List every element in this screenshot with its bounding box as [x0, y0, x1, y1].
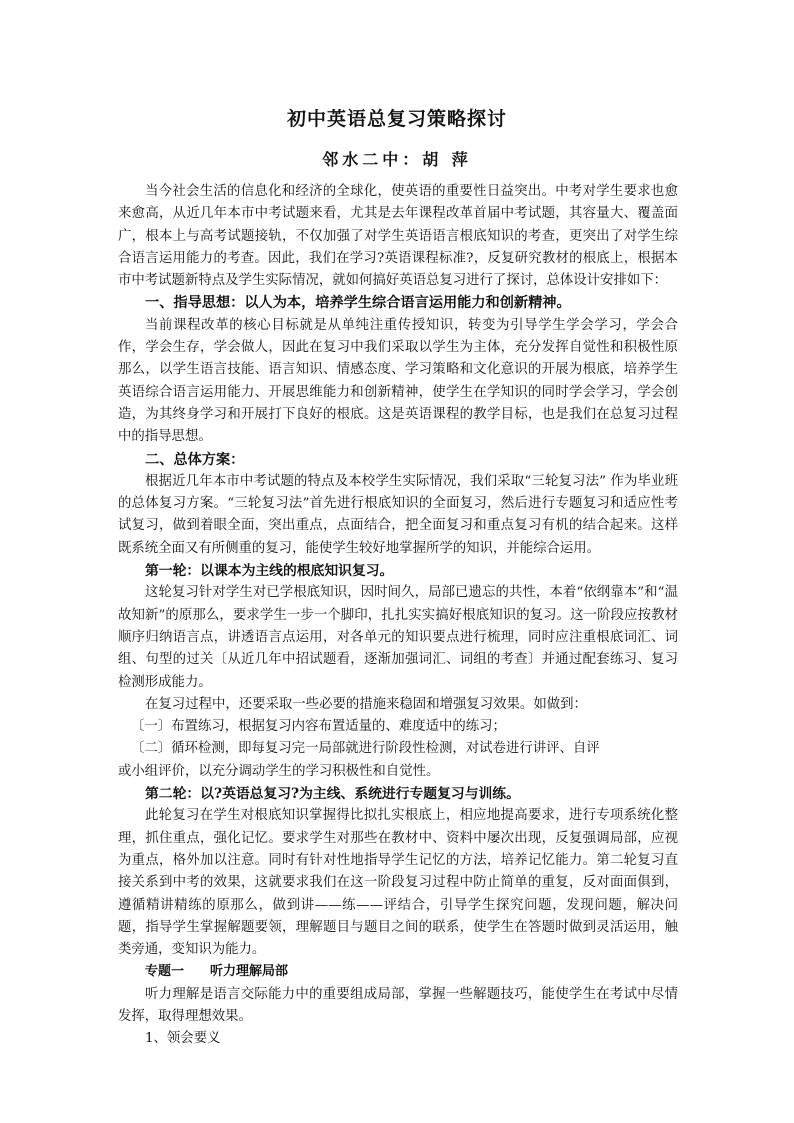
- measure-item-2-line2: 或小组评价，以充分调动学生的学习积极性和自觉性。: [118, 763, 440, 779]
- round2-paragraph: 此轮复习在学生对根底知识掌握得比拟扎实根底上，相应地提高要求，进行专项系统化整理，抓住重点，强化记忆。要求学生对那些在教材中、资料中屡次出现，反复强调局部，应视为重点，格外加以注意。同时有针对性地指导学生记忆的方法，培养记忆能力。第二轮复习直接关系到中考的效果，这就要求我们在这一阶段复习过程中防止简单的重复，反对面面俱到，遵循精讲精练的原那么，做到讲——练——评结合，引导学生探究问题，发现问题，解决问题，指导学生掌握解题要领，理解题目与题目之间的联系，使学生在答题时做到灵活运用，触类旁通，变知识为能力。: [118, 808, 678, 958]
- round2-heading: 第二轮：以?英语总复习?为主线、系统进行专题复习与训练。: [145, 786, 520, 803]
- measure-item-1: 〔一〕布置练习，根据复习内容布置适量的、难度适中的练习；: [131, 719, 506, 735]
- section2-paragraph: 根据近几年本市中考试题的特点及本校学生实际情况，我们采取“三轮复习法” 作为毕业班的总体复习方案。“三轮复习法”首先进行根底知识的全面复习，然后进行专题复习和适应性考试复习，做到着眼全面，突出重点，点面结合，把全面复习和重点复习有机的结合起来。这样既系统全面又有所侧重的复习，能使学生较好地掌握所学的知识，并能综合运用。: [118, 473, 678, 556]
- round1-measures: 在复习过程中，还要采取一些必要的措施来稳固和增强复习效果。如做到：: [145, 696, 587, 712]
- round1-heading: 第一轮：以课本为主线的根底知识复习。: [145, 563, 394, 580]
- round1-paragraph: 这轮复习针对学生对已学根底知识，因时间久，局部已遗忘的共性，本着“依纲靠本”和“温故知新”的原那么，要求学生一步一个脚印，扎扎实实搞好根底知识的复习。这一阶段应按教材顺序归纳语言点，讲透语言点运用，对各单元的知识要点进行梳理，同时应注重根底词汇、词组、句型的过关〔从近几年中招试题看，逐渐加强词汇、词组的考查〕并通过配套练习、复习检测形成能力。: [118, 585, 678, 690]
- section2-heading: 二、总体方案：: [145, 451, 245, 468]
- document-author: 邻水二中：胡 萍: [322, 150, 472, 169]
- topic1-title: 听力理解局部: [210, 964, 289, 980]
- section1-heading: 一、指导思想：以人为本，培养学生综合语言运用能力和创新精神。: [145, 295, 571, 312]
- document-body: [118, 181, 678, 1051]
- section1-paragraph: 当前课程改革的核心目标就是从单纯注重传授知识，转变为引导学生学会学习，学会合作，学会生存，学会做人，因此在复习中我们采取以学生为主体，充分发挥自觉性和积极性原那么，以学生语言技能、语言知识、情感态度、学习策略和文化意识的开展为根底，培养学生英语综合语言运用能力、开展思维能力和创新精神，使学生在学知识的同时学会学习，学会创造，为其终身学习和开展打下良好的根底。这是英语课程的教学目标，也是我们在总复习过程中的指导思想。: [118, 317, 678, 445]
- topic1-paragraph: 听力理解是语言交际能力中的重要组成局部，掌握一些解题技巧，能使学生在考试中尽情发挥，取得理想效果。: [118, 986, 678, 1024]
- topic1-heading: [118, 961, 678, 983]
- measure-item-2-line1: 〔二〕循环检测，即每复习完一局部就进行阶段性检测，对试卷进行讲评、自评: [131, 741, 600, 757]
- document-title: 初中英语总复习策略探讨: [286, 108, 507, 130]
- intro-paragraph: 当今社会生活的信息化和经济的全球化，使英语的重要性日益突出。中考对学生要求也愈来愈高，从近几年本市中考试题来看，尤其是去年课程改革首届中考试题，其容量大、覆盖面广，根本上与高考试题接轨，不仅加强了对学生英语语言根底知识的考查，更突出了对学生综合语言运用能力的考查。因此，我们在学习?英语课程标准?，反复研究教材的根底上，根据本市中考试题新特点及学生实际情况，就如何搞好英语总复习进行了探讨，总体设计安排如下：: [118, 184, 678, 289]
- list-item-1: 1、领会要义: [145, 1031, 221, 1047]
- topic1-label: 专题一: [145, 964, 185, 980]
